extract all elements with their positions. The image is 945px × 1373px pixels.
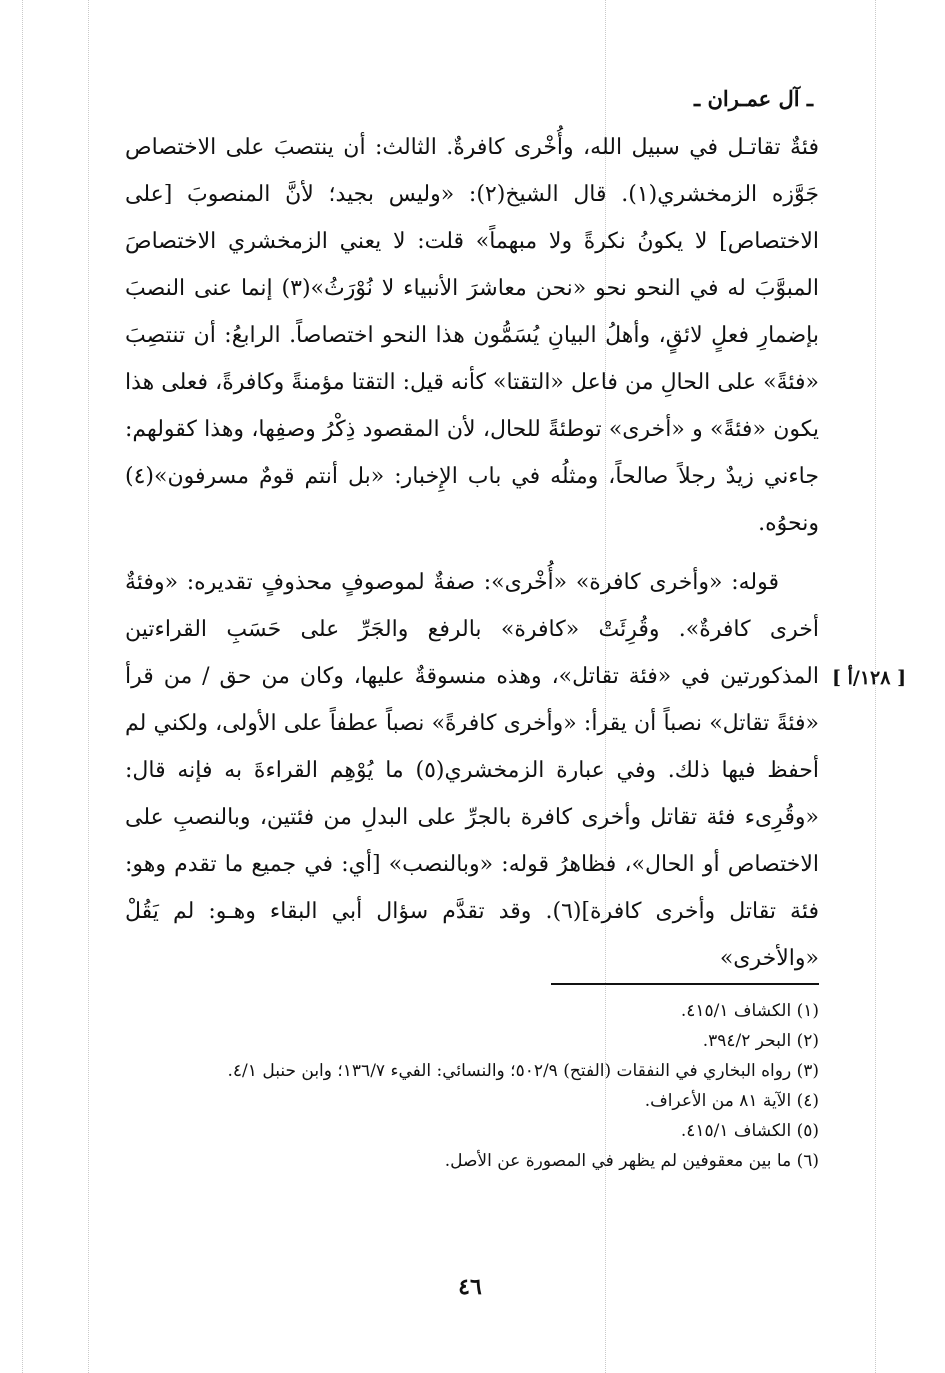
running-header: ـ آل عمـران ـ [694, 86, 813, 111]
footnote: (٢) البحر ٣٩٤/٢. [702, 1031, 819, 1051]
footnote: (٦) ما بين معقوفين لم يظهر في المصورة عن الأصل. [444, 1151, 819, 1171]
footnotes-list [125, 996, 819, 1176]
paragraph: فئةٌ تقاتـل في سبيل الله، وأُخْرى كافرةٌ. الثالث: أن ينتصبَ على الاختصاص جَوَّزه الزمخشري(١). قال الشيخ(٢): «وليس بجيد؛ لأنَّ المنصوبَ [على الاختصاص] لا يكونُ نكرةً ولا مبهماً» قلت: لا يعني الزمخشري الاختصاصَ المبوَّبَ له في النحو نحو «نحن معاشرَ الأنبياء لا نُوْرَثُ»(٣) إنما عنى النصبَ بإضمارِ فعلٍ لائقٍ، وأهلُ البيانِ يُسَمُّون هذا النحو اختصاصاً. الرابعُ: أن تنتصِبَ «فئةً» على الحالِ من فاعل «التقتا» كأنه قيل: التقتا مؤمنةً وكافرةً، فعلى هذا يكون «فئةً» و «أخرى» توطئةً للحال، لأن المقصود ذِكْرُ وصفِها، وهذا كقولهم: جاءني زيدٌ رجلاً صالحاً، ومثلُه في باب الإِخبار: «بل أنتم قومٌ مسرفون»(٤) ونحوُه. [125, 135, 819, 536]
main-text [125, 124, 819, 982]
footnote: (١) الكشاف ٤١٥/١. [680, 1001, 819, 1021]
footnote-separator [551, 983, 819, 985]
footnote: (٤) الآية ٨١ من الأعراف. [644, 1091, 819, 1111]
scan-dotted-line [22, 0, 23, 1373]
scan-dotted-line [88, 0, 89, 1373]
manuscript-folio-marker: [ ١٢٨/أ ] [832, 667, 907, 689]
page-number: ٤٦ [458, 1274, 482, 1300]
footnote: (٣) رواه البخاري في النفقات (الفتح) ٥٠٢/٩؛ والنسائي: الفيء ١٣٦/٧؛ وابن حنبل ٤/١. [227, 1061, 819, 1081]
paragraph: قوله: «وأخرى كافرة» «أُخْرى»: صفةٌ لموصوفٍ محذوفٍ تقديره: «وفئةٌ أخرى كافرةٌ». وقُرِئَتْ «كافرة» بالرفع والجَرِّ على حَسَبِ القراءتين المذكورتين في «فئة تقاتل»، وهذه منسوقةٌ عليها، وكان من حق / من قرأ «فئةً تقاتل» نصباً أن يقرأ: «وأخرى كافرةً» نصباً عطفاً على الأولى، ولكني لم أحفظ فيها ذلك. وفي عبارة الزمخشري(٥) ما يُوْهِم القراءةَ به فإنه قال: «وقُرِىء فئة تقاتل وأخرى كافرة بالجرِّ على البدلِ من فئتين، وبالنصبِ على الاختصاص أو الحال»، فظاهرُ قوله: «وبالنصب» [أي: في جميع ما تقدم وهو: فئة تقاتل وأخرى كافرة](٦). وقد تقدَّم سؤال أبي البقاء وهـو: لم يَقُلْ «والأخرى» [125, 570, 820, 971]
footnote: (٥) الكشاف ٤١٥/١. [680, 1121, 819, 1141]
